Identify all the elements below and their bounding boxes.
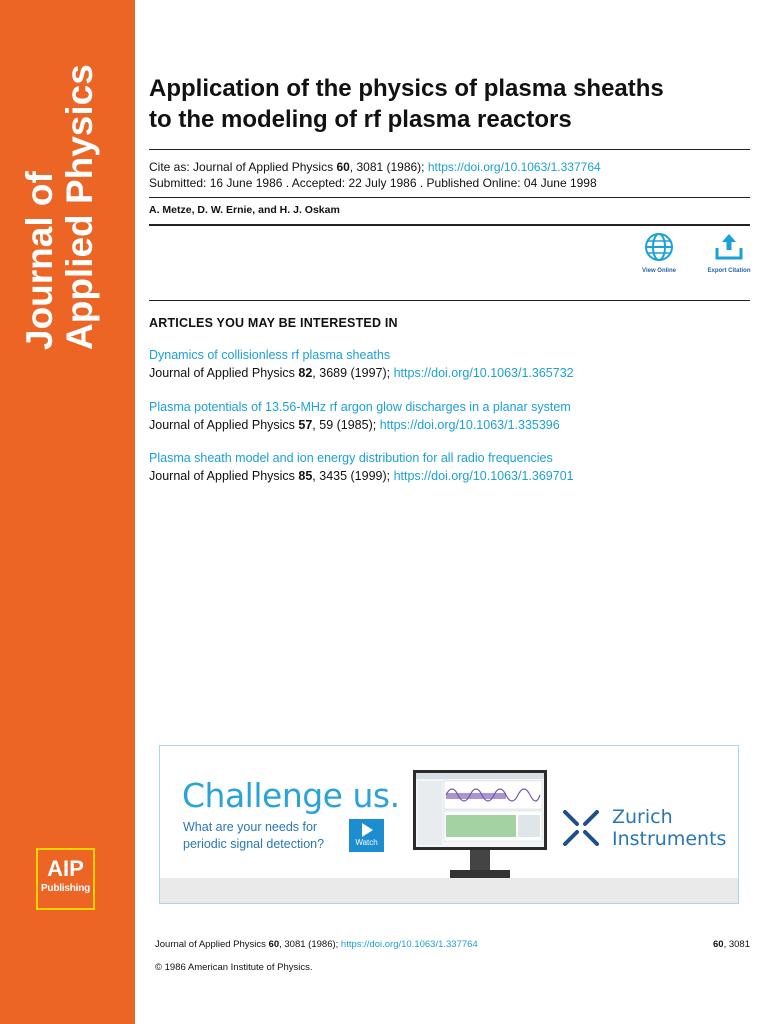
- related-article-citation: [149, 416, 749, 434]
- export-citation-label: Export Citation: [707, 268, 751, 274]
- article-title-line1: Application of the physics of plasma sheaths: [149, 75, 664, 102]
- zurich-instruments-logo-icon: [561, 808, 601, 848]
- publication-dates: Submitted: 16 June 1986 . Accepted: 22 July 1986 . Published Online: 04 June 1998: [149, 176, 597, 190]
- related-journal: Journal of Applied Physics: [149, 469, 299, 483]
- globe-icon: [644, 232, 674, 262]
- cite-prefix: Cite as: Journal of Applied Physics: [149, 160, 337, 174]
- authors: A. Metze, D. W. Ernie, and H. J. Oskam: [149, 204, 340, 216]
- watch-label: Watch: [355, 838, 378, 847]
- cite-line: [149, 159, 601, 175]
- play-icon: [359, 822, 375, 838]
- article-title-line2: to the modeling of rf plasma reactors: [149, 106, 572, 133]
- page-volume: 60: [713, 939, 724, 950]
- related-article-title[interactable]: Plasma potentials of 13.56-MHz rf argon glow discharges in a planar system: [149, 400, 571, 414]
- export-citation-button[interactable]: [705, 232, 753, 274]
- logo-publishing-text: Publishing: [40, 883, 91, 894]
- ad-headline: Challenge us.: [182, 776, 400, 815]
- watch-video-button[interactable]: [349, 819, 384, 852]
- related-journal: Journal of Applied Physics: [149, 418, 299, 432]
- copyright: © 1986 American Institute of Physics.: [155, 962, 313, 973]
- citation-block: [149, 159, 601, 191]
- related-doi-link[interactable]: https://doi.org/10.1063/1.369701: [393, 469, 574, 483]
- export-icon: [713, 232, 745, 262]
- zurich-instruments-ad[interactable]: [159, 745, 739, 904]
- page-footer: [155, 939, 750, 950]
- view-online-button[interactable]: [637, 232, 681, 274]
- related-rest: , 3435 (1999);: [312, 469, 394, 483]
- article-title: [149, 73, 749, 135]
- cite-volume: 60: [336, 160, 350, 174]
- divider: [149, 300, 750, 301]
- footer-rest: , 3081 (1986);: [279, 939, 341, 950]
- related-article-citation: [149, 364, 749, 382]
- footer-doi-link[interactable]: https://doi.org/10.1063/1.337764: [340, 939, 478, 950]
- related-article: [149, 346, 749, 382]
- ad-question: [183, 819, 353, 853]
- related-article-title[interactable]: Plasma sheath model and ion energy distribution for all radio frequencies: [149, 451, 553, 465]
- page-number: [713, 939, 750, 950]
- related-article: [149, 398, 749, 434]
- zurich-instruments-brand: [612, 806, 726, 850]
- brand-line2: Instruments: [612, 828, 727, 850]
- divider: [149, 197, 750, 198]
- footer-journal: Journal of Applied Physics: [155, 939, 269, 950]
- related-articles-heading: ARTICLES YOU MAY BE INTERESTED IN: [149, 316, 398, 330]
- logo-aip-text: AIP: [47, 856, 84, 881]
- software-screen-graphic: [416, 773, 544, 847]
- ad-question-line1: What are your needs for: [183, 820, 318, 834]
- journal-name-line1: Journal of: [19, 171, 60, 350]
- monitor-base: [450, 870, 510, 878]
- journal-name: [20, 64, 100, 350]
- related-volume: 85: [298, 469, 313, 483]
- related-rest: , 3689 (1997);: [312, 366, 394, 380]
- related-doi-link[interactable]: https://doi.org/10.1063/1.365732: [393, 366, 574, 380]
- aip-publishing-logo[interactable]: [36, 848, 95, 910]
- related-doi-link[interactable]: https://doi.org/10.1063/1.335396: [379, 418, 560, 432]
- journal-sidebar: [0, 0, 135, 1024]
- cite-rest: , 3081 (1986);: [349, 160, 428, 174]
- monitor-stand: [470, 850, 490, 870]
- view-online-label: View Online: [642, 268, 676, 274]
- article-doi-link[interactable]: https://doi.org/10.1063/1.337764: [427, 160, 601, 174]
- divider: [149, 224, 750, 226]
- ad-bottom-band: [160, 878, 738, 903]
- divider: [149, 149, 750, 150]
- related-volume: 57: [298, 418, 313, 432]
- footer-volume: 60: [268, 939, 280, 950]
- related-rest: , 59 (1985);: [312, 418, 380, 432]
- related-article-citation: [149, 467, 749, 485]
- brand-line1: Zurich: [612, 806, 673, 828]
- page-rest: , 3081: [723, 939, 750, 950]
- related-article: [149, 449, 749, 485]
- journal-name-line2: Applied Physics: [59, 64, 100, 350]
- related-volume: 82: [298, 366, 313, 380]
- ad-question-line2: periodic signal detection?: [183, 837, 325, 851]
- related-journal: Journal of Applied Physics: [149, 366, 299, 380]
- related-article-title[interactable]: Dynamics of collisionless rf plasma sheaths: [149, 348, 391, 362]
- monitor-screenshot-image: [413, 770, 547, 850]
